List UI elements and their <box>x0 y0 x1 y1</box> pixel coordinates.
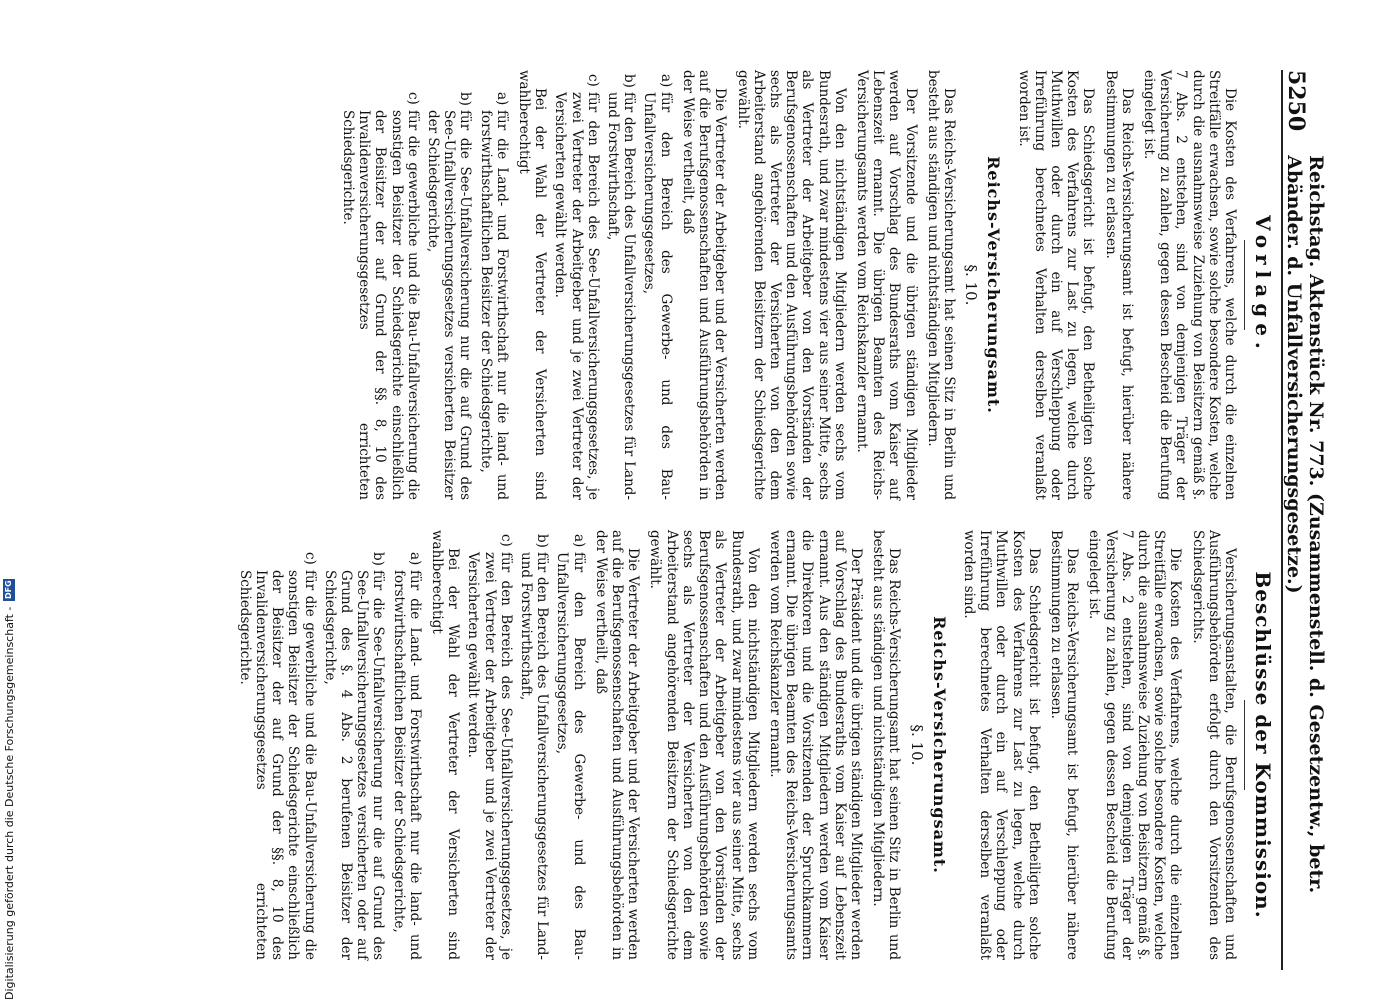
item-text: für den Bereich des Unfallversicherungsgesetzes für Land- und Forstwirthschaft, <box>605 92 638 500</box>
item-label: b) <box>534 534 551 548</box>
left-title-rule <box>1244 240 1245 330</box>
left-section: §. 10. <box>962 264 981 306</box>
right-intro-3: Das Reichs-Versicherungsamt ist befugt, hierüber nähere Bestimmungen zu erlassen. <box>1047 530 1081 960</box>
item-text: für den Bereich des See-Unfallversicherungsgesetzes, je zwei Vertreter der Arbeitgeber und je zwei Vertreter der Versicherten gewählt werden. <box>552 92 601 500</box>
item-text: für die gewerbliche und die Bau-Unfallversicherung die sonstigen Beisitzer der Schiedsgerichte einschließlich der Beisitzer der auf Grund der §§. 8, 10 des Invalidenversicherungsgesetzes errichteten Schiedsgerichte. <box>340 110 421 500</box>
right-item-c <box>465 530 514 960</box>
dfg-logo-icon: DFG <box>4 580 13 599</box>
left-intro-1: Die Kosten des Verfahrens, welche durch die einzelnen Streitfälle erwachsen, sowie solche besondere Kosten, welche durch die ausnahmsweise Zuziehung von Beisitzern gemäß §. 7 Abs. 2 entstehen, sind von demjenigen Träger der Versicherung zu zahlen, gegen dessen Bescheid die Berufung eingelegt ist. <box>1140 70 1238 500</box>
left-item-b <box>605 70 637 500</box>
right-item-a <box>554 530 586 960</box>
right-para-2: Der Präsident und die übrigen ständigen Mitglieder werden auf Vorschlag des Bundesraths vom Kaiser auf Lebenszeit ernannt. Aus den ständigen Mitgliedern werden vom Kaiser die Direktoren und die Vorsitzenden der Spruchkammern ernannt. Die übrigen Beamten des Reichs-Versicherungsamts werden vom Reichskanzler ernannt. <box>766 530 864 960</box>
item-label: a) <box>570 534 587 548</box>
item-text: für die Land- und Forstwirthschaft nur die land- und forstwirthschaftlichen Beisitzer der Schiedsgerichte, <box>390 570 423 960</box>
left-intro-2: Das Reichs-Versicherungsamt ist befugt, hierüber nähere Bestimmungen zu erlassen. <box>1102 70 1135 500</box>
item-text: für die See-Unfallversicherung nur die auf Grund des See-Unfallversicherungsgesetzes versicherten oder auf Grund des §. 4 Abs. 2 berufenen Beisitzer der Schiedsgerichte, <box>321 570 387 960</box>
right-subitem-c <box>237 530 318 960</box>
item-label: a) <box>493 92 510 106</box>
left-para-3: Von den nichtständigen Mitgliedern werden sechs vom Bundesrath, und zwar mindestens vier aus seiner Mitte, sechs als Vertreter der Arbeitgeber von den Vorständen der Berufsgenossenschaften und den Ausführungsbehörden sowie sechs als Vertreter der Versicherten von den dem Arbeiterstand angehörenden Beisitzern der Schiedsgerichte gewählt. <box>734 70 848 500</box>
left-column-title: Vorlage. <box>1251 215 1275 355</box>
item-text: für die See-Unfallversicherung nur die auf Grund des See-Unfallversicherungsgesetzes versicherten Beisitzer der Schiedsgerichte, <box>425 110 474 500</box>
right-column-title: Beschlüsse der Kommission. <box>1251 571 1275 919</box>
right-para-5: Bei der Wahl der Vertreter der Versicherten sind wahlberechtigt <box>429 530 462 960</box>
right-title-rule <box>1244 700 1245 790</box>
credit-text: Digitalisierung gefördert durch die Deutsche Forschungsgemeinschaft - <box>2 606 16 1000</box>
left-subitem-b <box>425 70 474 500</box>
right-item-b <box>518 530 550 960</box>
left-column <box>336 70 1238 500</box>
left-subitem-c <box>340 70 421 500</box>
item-text: für den Bereich des Unfallversicherungsgesetzes für Land- und Forstwirthschaft, <box>518 552 551 960</box>
credit-line <box>0 0 18 1000</box>
header-title: Reichstag. Aktenstück Nr. 773. (Zusammenstell. d. Gesetzentw., betr. Abänder. d. Unfallversicherungsgesetze.) <box>1283 155 1327 894</box>
left-para-1: Das Reichs-Versicherungsamt hat seinen Sitz in Berlin und besteht aus ständigen und nichtständigen Mitgliedern. <box>924 70 957 500</box>
item-label: c) <box>404 92 421 105</box>
right-section: §. 10. <box>907 724 926 766</box>
right-column <box>233 530 1238 960</box>
item-text: für den Bereich des Gewerbe- und des Bau-Unfallversicherungsgesetzes, <box>554 552 587 960</box>
right-subitem-a <box>390 530 422 960</box>
item-label: c) <box>584 74 601 87</box>
item-text: für den Bereich des Gewerbe- und des Bau-Unfallversicherungsgesetzes, <box>641 92 674 500</box>
right-heading: Reichs-Versicherungsamt. <box>929 616 949 874</box>
right-intro-1: Versicherungsanstalten, die Berufsgenossenschaften und Ausführungsbehörden erfolgt durch den Vorsitzenden des Schiedsgerichts. <box>1189 530 1238 960</box>
right-para-4: Die Vertreter der Arbeitgeber und der Versicherten werden auf die Berufsgenossenschaften und Ausführungsbehörden in der Weise vertheilt, daß <box>592 530 642 960</box>
item-label: c) <box>497 534 514 547</box>
left-para-5: Bei der Wahl der Vertreter der Versicherten sind wahlberechtigt <box>516 70 549 500</box>
left-heading: Reichs-Versicherungsamt. <box>984 156 1004 414</box>
item-text: für die gewerbliche und die Bau-Unfallversicherung die sonstigen Beisitzer der Schiedsgerichte einschließlich der Beisitzer der auf Grund der §§. 8, 10 des Invalidenversicherungsgesetzes errichteten Schiedsgerichte. <box>236 570 318 960</box>
right-subitem-b <box>322 530 387 960</box>
left-para-2: Der Vorsitzende und die übrigen ständigen Mitglieder werden auf Vorschlag des Bundesraths vom Kaiser auf Lebenszeit ernannt. Die übrigen Beamten des Reichs-Versicherungsamts werden vom Reichskanzler ernannt. <box>853 70 919 500</box>
item-label: b) <box>370 552 387 566</box>
left-item-c <box>552 70 601 500</box>
item-label: a) <box>657 74 674 88</box>
item-text: für den Bereich des See-Unfallversicherungsgesetzes, je zwei Vertreter der Arbeitgeber und je zwei Vertreter der Versicherten gewählt werden. <box>465 552 514 960</box>
right-para-3: Von den nichtständigen Mitgliedern werden sechs vom Bundesrath, und zwar mindestens vier aus seiner Mitte, sechs als Vertreter der Arbeitgeber von den Vorständen der Berufsgenossenschaften und den Ausführungsbehörden sowie sechs als Vertreter der Versicherten von den dem Arbeiterstand angehörenden Beisitzern der Schiedsgerichte gewählt. <box>647 530 761 960</box>
item-text: für die Land- und Forstwirthschaft nur die land- und forstwirthschaftlichen Beisitzer der Schiedsgerichte, <box>477 110 510 500</box>
item-label: b) <box>621 74 638 88</box>
left-subitem-a <box>477 70 509 500</box>
item-label: b) <box>457 92 474 106</box>
right-intro-4: Das Schiedsgericht ist befugt, den Betheiligten solche Kosten des Verfahrens zur Last zu legen, welche durch Muthwillen oder durch ein auf Verschleppung oder Irreführung berechnetes Verhalten derselben veranlaßt worden sind. <box>960 530 1042 960</box>
right-intro-2: Die Kosten des Verfahrens, welche durch die einzelnen Streitfälle erwachsen, sowie solche besondere Kosten, welche durch die ausnahmsweise Zuziehung von Beisitzern gemäß §. 7 Abs. 2 entstehen, sind von demjenigen Träger der Versicherung zu zahlen, gegen dessen Bescheid die Berufung eingelegt ist. <box>1086 530 1184 960</box>
page-number: 5250 <box>1283 70 1309 132</box>
left-intro-3: Das Schiedsgericht ist befugt, den Betheiligten solche Kosten des Verfahrens zur Last zu legen, welche durch Muthwillen oder durch ein auf Verschleppung oder Irreführung berechnetes Verhalten derselben veranlaßt worden ist. <box>1015 70 1097 500</box>
left-item-a <box>641 70 673 500</box>
item-label: a) <box>406 552 423 566</box>
left-para-4: Die Vertreter der Arbeitgeber und der Versicherten werden auf die Berufsgenossenschaften und Ausführungsbehörden in der Weise vertheilt, daß <box>679 70 729 500</box>
right-para-1: Das Reichs-Versicherungsamt hat seinen Sitz in Berlin und besteht aus ständigen und nichtständigen Mitgliedern. <box>870 530 903 960</box>
page-header <box>1281 70 1327 970</box>
item-label: c) <box>301 552 318 565</box>
credit-strip <box>0 0 20 1000</box>
